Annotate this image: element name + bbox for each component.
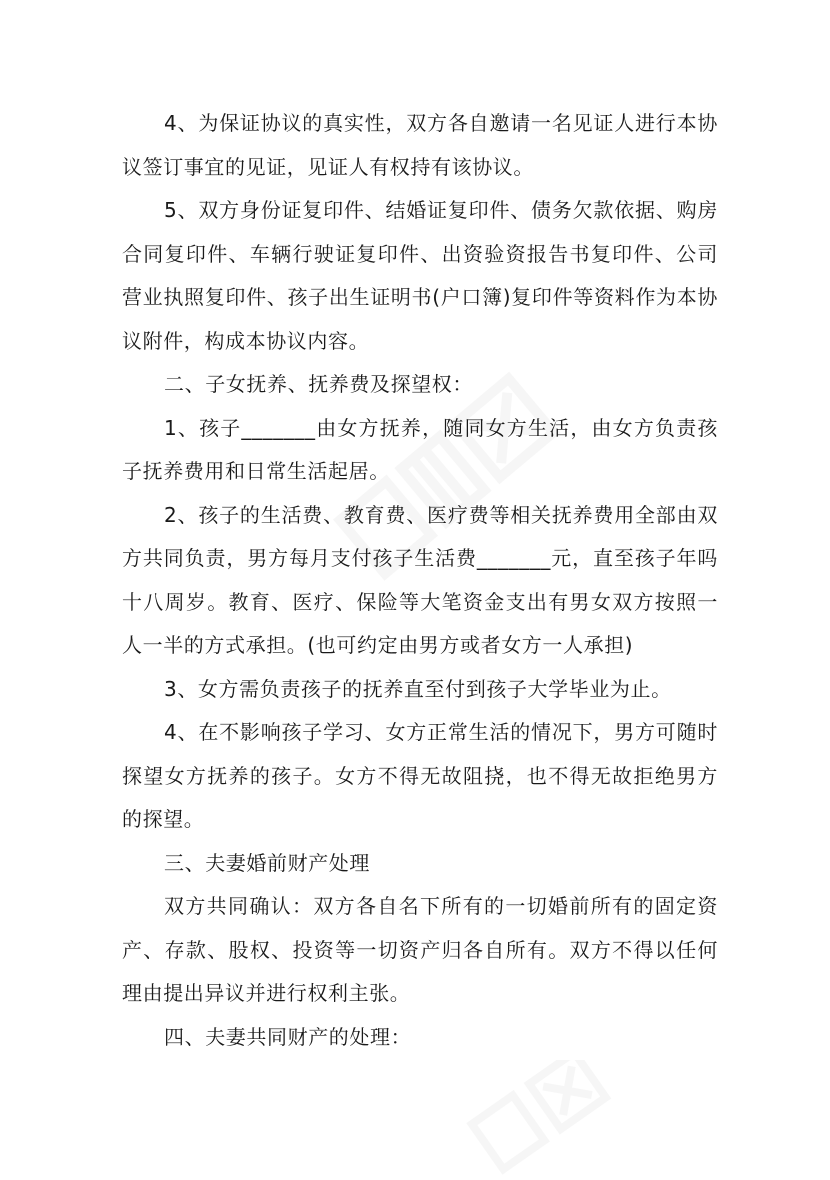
paragraph-clause-4-witness: 4、为保证协议的真实性，双方各自邀请一名见证人进行本协议签订事宜的见证，见证人有权持有该协议。 <box>122 111 718 179</box>
paragraph-clause-5-attachments: 5、双方身份证复印件、结婚证复印件、债务欠款依据、购房合同复印件、车辆行驶证复印件、出资验资报告书复印件、公司营业执照复印件、孩子出生证明书(户口簿)复印件等资料作为本协议附件，构成本协议内容。 <box>122 198 718 353</box>
paragraph-premarital-property: 双方共同确认：双方各自名下所有的一切婚前所有的固定资产、存款、股权、投资等一切资产归各自所有。双方不得以任何理由提出异议并进行权利主张。 <box>122 894 718 1005</box>
section-heading-child-custody: 二、子女抚养、抚养费及探望权： <box>164 372 473 396</box>
watermark-corner-icon <box>420 1060 640 1180</box>
document-body <box>122 102 718 1059</box>
section-heading-premarital-property: 三、夫妻婚前财产处理 <box>164 850 370 875</box>
paragraph-custody-3: 3、女方需负责孩子的抚养直至付到孩子大学毕业为止。 <box>164 676 672 701</box>
paragraph-custody-1: 1、孩子_______由女方抚养，随同女方生活，由女方负责孩子抚养费用和日常生活起居。 <box>122 415 718 483</box>
paragraph-custody-2: 2、孩子的生活费、教育费、医疗费等相关抚养费用全部由双方共同负责，男方每月支付孩子生活费_______元，直至孩子年吗十八周岁。教育、医疗、保险等大笔资金支出有男女双方按照一人一半的方式承担。(也可约定由男方或者女方一人承担) <box>122 502 718 657</box>
paragraph-custody-4: 4、在不影响孩子学习、女方正常生活的情况下，男方可随时探望女方抚养的孩子。女方不得无故阻挠，也不得无故拒绝男方的探望。 <box>122 720 718 831</box>
section-heading-joint-property: 四、夫妻共同财产的处理： <box>164 1024 412 1049</box>
